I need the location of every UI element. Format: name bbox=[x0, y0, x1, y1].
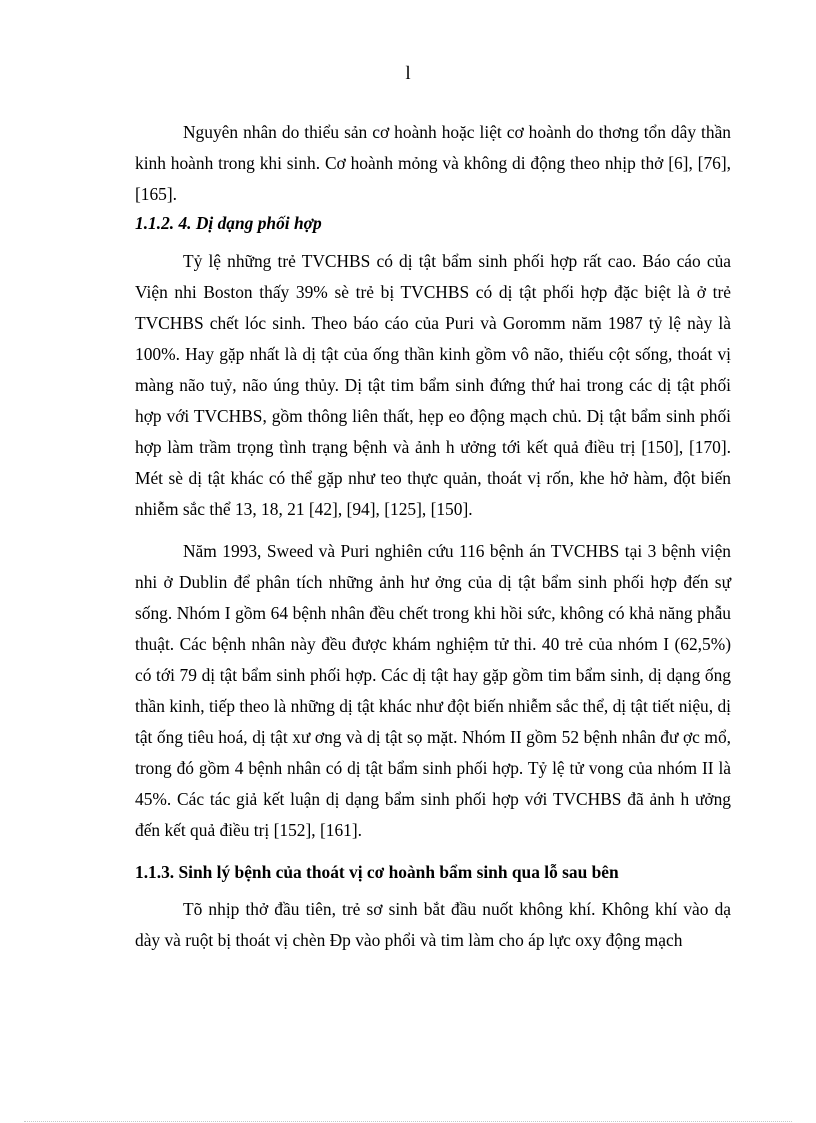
document-body bbox=[135, 117, 731, 956]
paragraph-pathophysiology: Tõ nhịp thở đầu tiên, trẻ sơ sinh bắt đầu nuốt không khí. Không khí vào dạ dày và ruột bị thoát vị chèn Đp vào phổi và tim làm cho áp lực oxy động mạch bbox=[135, 899, 731, 950]
paragraph-associated-anomalies: Tỷ lệ những trẻ TVCHBS có dị tật bẩm sinh phối hợp rất cao. Báo cáo của Viện nhi Boston thấy 39% sè trẻ bị TVCHBS có dị tật phối hợp đặc biệt là ở trẻ TVCHBS chết lóc sinh. Theo báo cáo của Puri và Goromm năm 1987 tỷ lệ này là 100%. Hay gặp nhất là dị tật của ống thần kinh gồm vô não, thiếu cột sống, thoát vị màng não tuỷ, não úng thủy. Dị tật tim bẩm sinh đứng thứ hai trong các dị tật phối hợp với TVCHBS, gồm thông liên thất, hẹp eo động mạch chủ. Dị tật bẩm sinh phối hợp làm trầm trọng tình trạng bệnh và ảnh h ưởng tới kết quả điều trị [150], [170]. Mét sè dị tật khác có thể gặp như teo thực quản, thoát vị rốn, khe hở hàm, đột biến nhiễm sắc thể 13, 18, 21 [42], [94], [125], [150]. bbox=[135, 251, 731, 519]
section-heading-associated-anomalies: 1.1.2. 4. Dị dạng phối hợp bbox=[135, 213, 322, 233]
section-heading-pathophysiology: 1.1.3. Sinh lý bệnh của thoát vị cơ hoành bẩm sinh qua lỗ sau bên bbox=[135, 862, 619, 882]
paragraph-cause: Nguyên nhân do thiểu sản cơ hoành hoặc liệt cơ hoành do thơng tổn dây thần kinh hoành trong khi sinh. Cơ hoành mỏng và không di động theo nhịp thở [6], [76], [165]. bbox=[135, 122, 731, 204]
page-number: l bbox=[405, 63, 411, 84]
page-footer-divider bbox=[24, 1121, 792, 1122]
paragraph-sweed-puri-study: Năm 1993, Sweed và Puri nghiên cứu 116 bệnh án TVCHBS tại 3 bệnh viện nhi ở Dublin để phân tích những ảnh hư ởng của dị tật bẩm sinh phối hợp đến sự sống. Nhóm I gồm 64 bệnh nhân đều chết trong khi hồi sức, không có khả năng phẫu thuật. Các bệnh nhân này đều được khám nghiệm tử thi. 40 trẻ của nhóm I (62,5%) có tới 79 dị tật bẩm sinh phối hợp. Các dị tật hay gặp gồm tim bẩm sinh, dị dạng ống thần kinh, tiếp theo là những dị tật khác như đột biến nhiễm sắc thể, dị tật tiết niệu, dị tật ống tiêu hoá, dị tật xư ơng và dị tật sọ mặt. Nhóm II gồm 52 bệnh nhân đư ợc mổ, trong đó gồm 4 bệnh nhân có dị tật bẩm sinh phối hợp. Tỷ lệ tử vong của nhóm II là 45%. Các tác giả kết luận dị dạng bẩm sinh phối hợp với TVCHBS đã ảnh h ưởng đến kết quả điều trị [152], [161]. bbox=[135, 541, 731, 840]
